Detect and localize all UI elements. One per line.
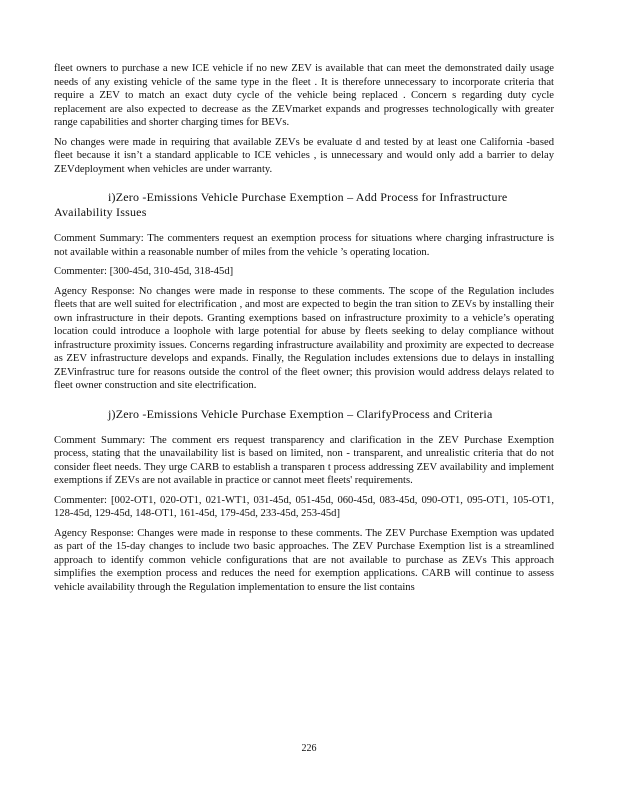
paragraph: No changes were made in requiring that available ZEVs be evaluate d and tested by at least one California -based fleet because it isn’t a standard applicable to ICE vehicles , is unnecessary and would only add a barrier to delay ZEVdeployment when vehicles are under warranty. [54, 136, 554, 175]
section-heading-j [54, 407, 554, 422]
comment-summary: Comment Summary: The commenters request an exemption process for situations where charging infrastructure is not available within a reasonable number of miles from the vehicle ’s operating location. [54, 233, 554, 258]
agency-response: Agency Response: Changes were made in response to these comments. The ZEV Purchase Exemption was updated as part of the 15-day changes to include two basic approaches. The ZEV Purchase Exemption list is a streamlined approach to identify common vehicle configurations that are not available to purchase as ZEVs This approach simplifies the exemption process and reduces the need for exemption applications. CARB will continue to assess vehicle availability through the Regulation implementation to ensure the list contains [54, 527, 554, 593]
section-heading-i [54, 190, 554, 220]
comment-summary: Comment Summary: The comment ers request transparency and clarification in the ZEV Purchase Exemption process, stating that the unavailability list is based on limited, non - transparent, and unrealistic criteria that do not consider fleet needs. They urge CARB to establish a transparen t process addressing ZEV availability and implement exemptions if ZEVs are not available in practice or cannot meet fleets' requirements. [54, 434, 554, 486]
paragraph: fleet owners to purchase a new ICE vehicle if no new ZEV is available that can meet the demonstrated daily usage needs of any existing vehicle of the same type in the fleet . It is therefore unnecessary to incorporate criteria that require a ZEV to match an exact duty cycle of the vehicle being replaced . Concern s regarding duty cycle replacement are also expected to decrease as the ZEVmarket expands and progresses technologically with greater range capabilities and shorter charging times for BEVs. [54, 63, 554, 128]
section-title: Zero -Emissions Vehicle Purchase Exemption – ClarifyProcess and Criteria [115, 406, 493, 421]
commenter-list: Commenter: [300-45d, 310-45d, 318-45d] [54, 266, 234, 277]
document-page [54, 62, 554, 600]
section-title: Zero -Emissions Vehicle Purchase Exemption – Add Process for Infrastructure Availability Issues [54, 190, 508, 219]
agency-response: Agency Response: No changes were made in response to these comments. The scope of the Regulation includes fleets that are well suited for electrification , and most are expected to begin the tran sition to ZEVs by installing their own infrastructure in their depots. Granting exemptions based on infrastructure proximity to a vehicle’s operating location could introduce a loophole with large potential for abuse by fleets seeking to delay compliance without infrastructure proximity issues. Concerns regarding infrastructure availability and proximity are expected to decrease as ZEV infrastructure develops and expands. Finally, the Regulation includes extensions due to delays in installing ZEVinfrastruc ture for reasons outside the control of the fleet owner; this provision would address delays related to fleet owner construction and site electrification. [54, 285, 554, 391]
section-number: i) [108, 190, 116, 204]
page-number: 226 [301, 743, 317, 754]
commenter-list: Commenter: [002-OT1, 020-OT1, 021-WT1, 031-45d, 051-45d, 060-45d, 083-45d, 090-OT1, 095-OT1, 105-OT1, 128-45d, 129-45d, 148-OT1, 161-45d, 179-45d, 233-45d, 253-45d] [54, 494, 554, 519]
section-number: j) [108, 406, 116, 421]
